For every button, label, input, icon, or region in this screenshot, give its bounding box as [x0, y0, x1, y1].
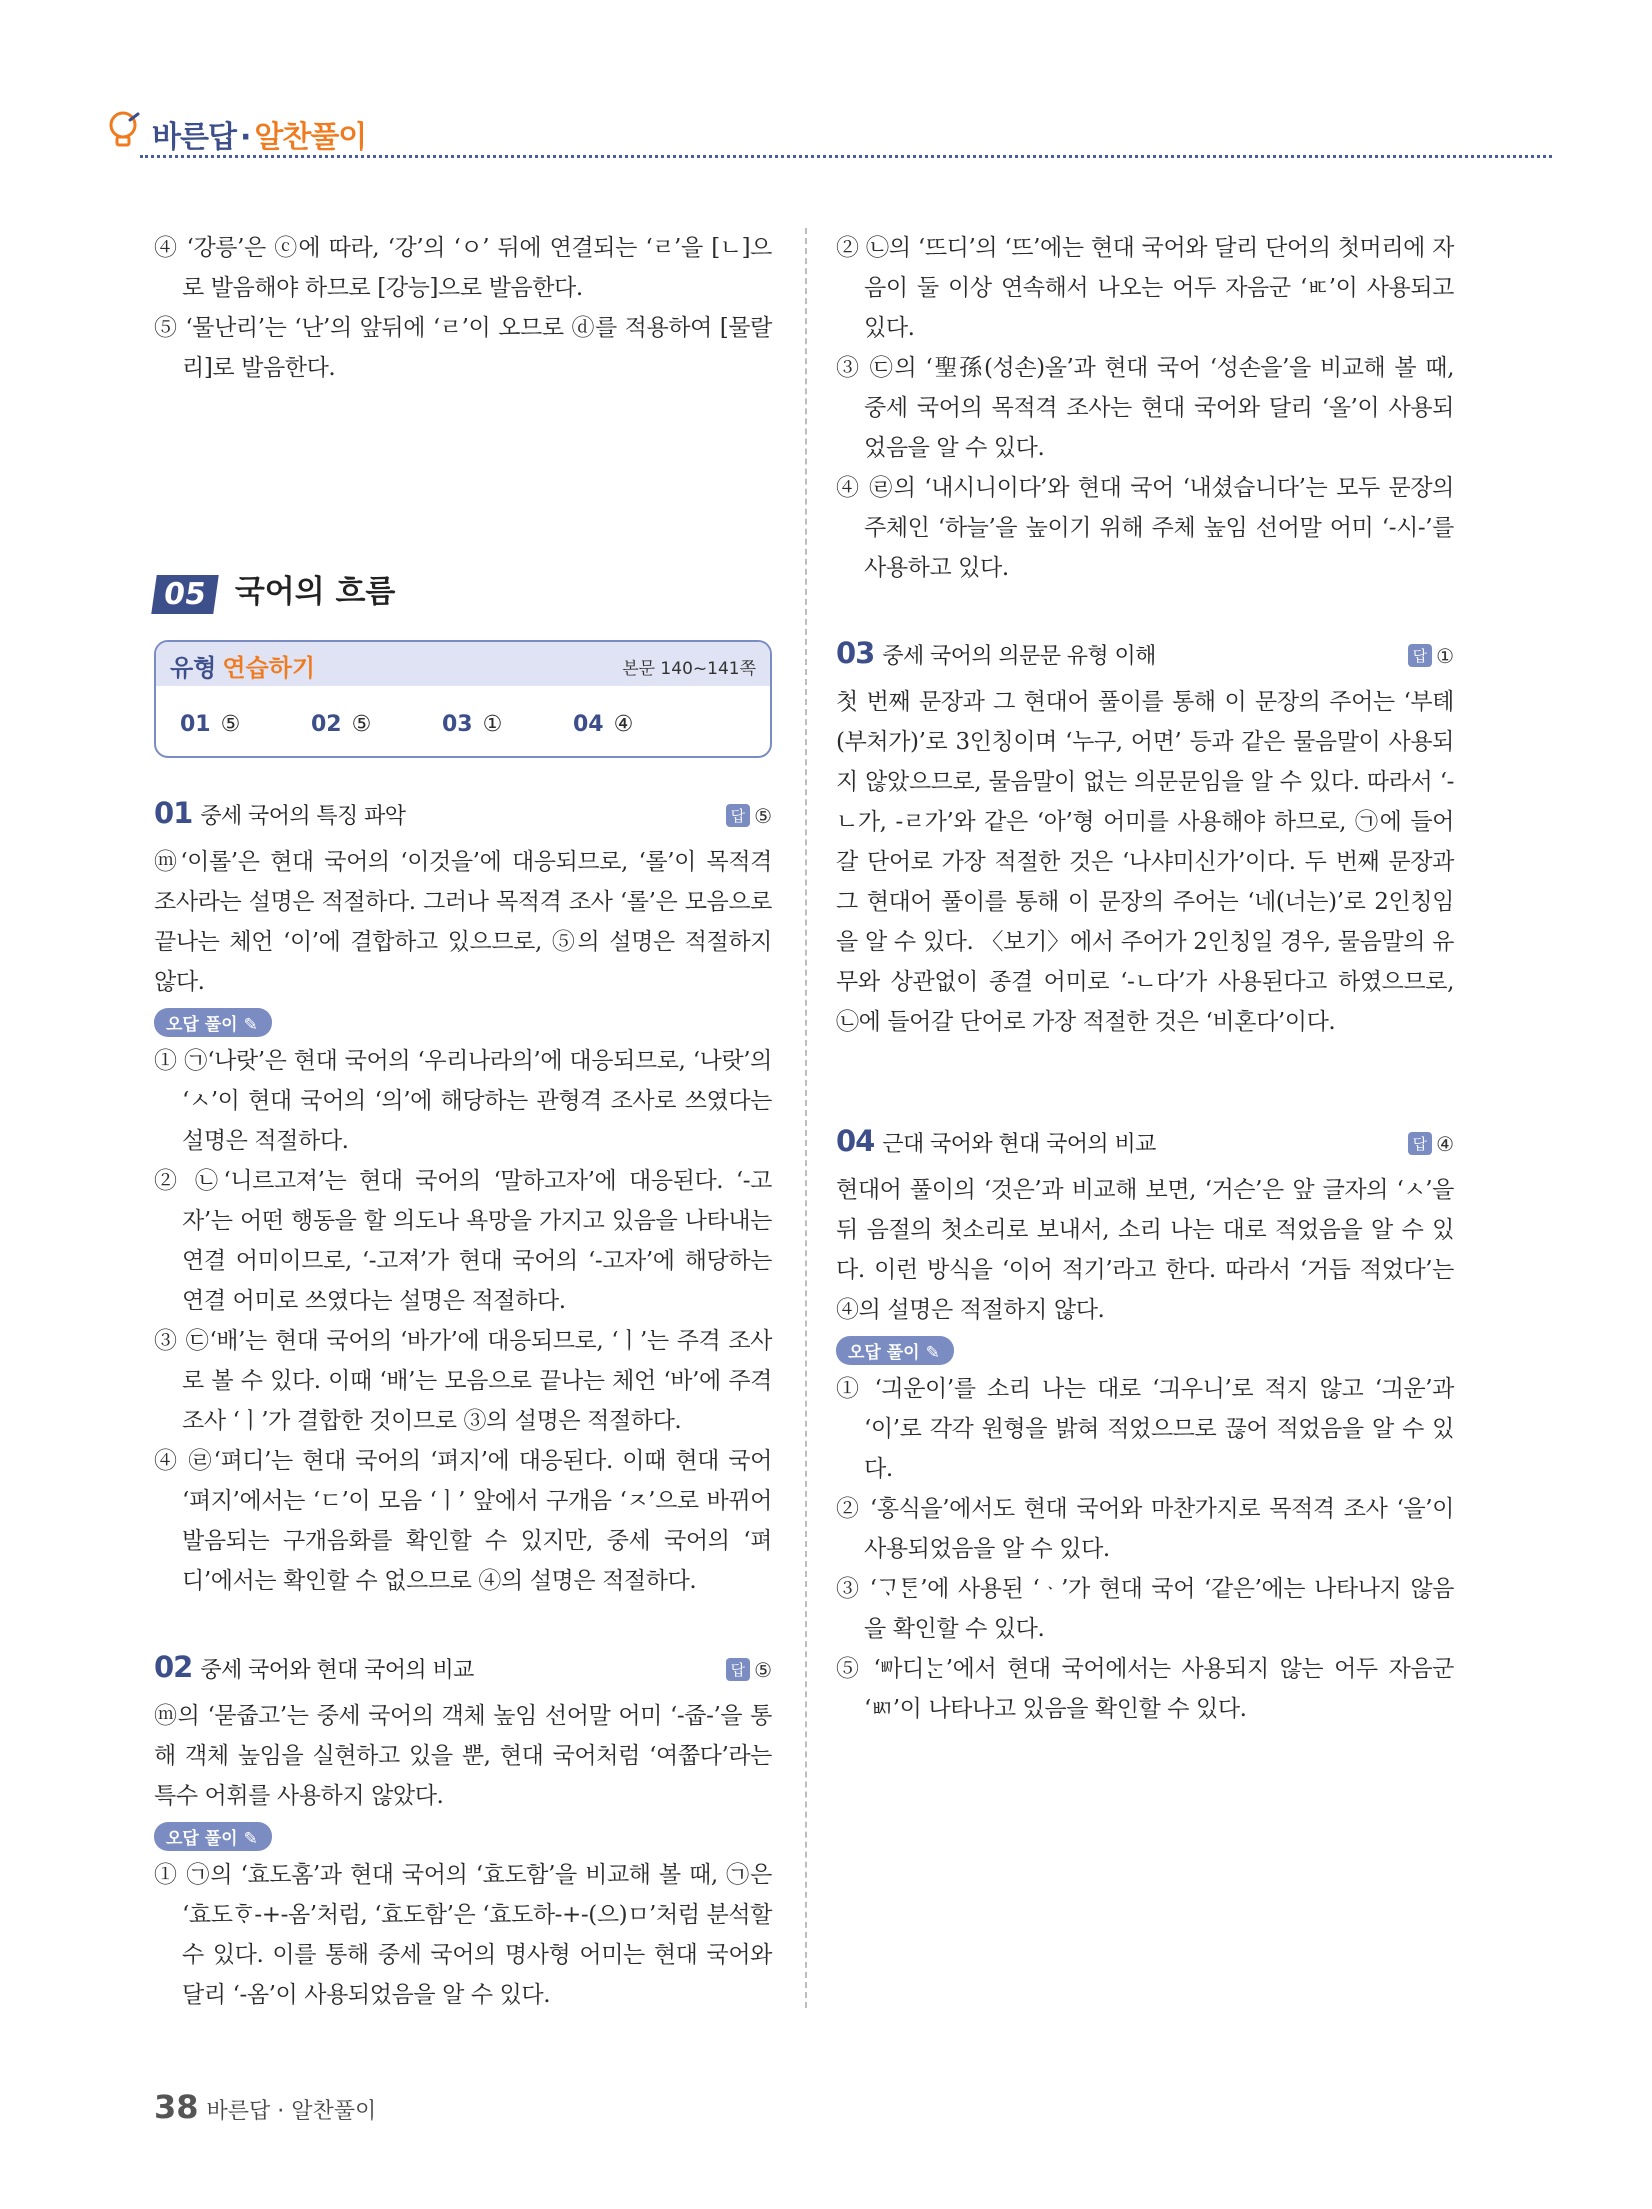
list-item: ⑤ ‘ᄢᅡ디ᄂᆞᆫ’에서 현대 국어에서는 사용되지 않는 어두 자음군 ‘ㅴ’이 나타나고 있음을 확인할 수 있다.: [836, 1656, 1454, 1722]
question-title: 중세 국어의 특징 파악: [200, 804, 406, 829]
answer-pair: 03 ①: [442, 712, 503, 737]
list-item: ① ㉠‘나랏’은 현대 국어의 ‘우리나라의’에 대응되므로, ‘나랏’의 ‘ㅅ’이 현대 국어의 ‘의’에 해당하는 관형격 조사로 쓰였다는 설명은 적절하다.: [154, 1048, 772, 1154]
question-header: [154, 1650, 772, 1694]
brand-title: 바른답 · 알찬풀이: [152, 120, 367, 155]
pencil-icon: ✎: [243, 1829, 258, 1849]
practice-label: 유형 연습하기: [170, 654, 316, 682]
page-footer: [154, 2088, 376, 2126]
question-title: 중세 국어의 의문문 유형 이해: [882, 644, 1156, 669]
question-number: 03: [836, 636, 875, 670]
explanation: ⓜ‘이롤’은 현대 국어의 ‘이것을’에 대응되므로, ‘롤’이 목적격 조사라는 설명은 적절하다. 그러나 목적격 조사 ‘롤’은 모음으로 끝나는 체언 ‘이’에 결합하고 있으므로, ⑤의 설명은 적절하지 않다.: [154, 849, 772, 995]
question-title: 근대 국어와 현대 국어의 비교: [882, 1132, 1156, 1157]
answer-list: [180, 712, 697, 737]
list-item: ③ ㉢의 ‘聖孫(성손)올’과 현대 국어 ‘성손을’을 비교해 볼 때, 중세 국어의 목적격 조사는 현대 국어와 달리 ‘올’이 사용되었음을 알 수 있다.: [836, 355, 1454, 461]
answer-badge: 답 ①: [1408, 644, 1454, 668]
left-column: [154, 228, 772, 388]
list-item: ① ‘긔운이’를 소리 나는 대로 ‘긔우니’로 적지 않고 ‘긔운’과 ‘이’로 각각 원형을 밝혀 적었으므로 끊어 적었음을 알 수 있다.: [836, 1376, 1454, 1482]
pencil-icon: ✎: [243, 1015, 258, 1035]
list-item: ② ㉡의 ‘뜨디’의 ‘뜨’에는 현대 국어와 달리 단어의 첫머리에 자음이 둘 이상 연속해서 나오는 어두 자음군 ‘ㅳ’이 사용되고 있다.: [836, 235, 1454, 341]
answer-pair: 02 ⑤: [311, 712, 372, 737]
question-number: 02: [154, 1650, 193, 1684]
wrong-answer-label: 오답 풀이 ✎: [836, 1336, 954, 1365]
question-04: [836, 1124, 1454, 1729]
lightbulb-icon: [108, 110, 142, 150]
page-reference: 본문 140~141쪽: [622, 659, 756, 679]
page-header: [108, 108, 1548, 158]
list-item: ⑤ ‘물난리’는 ‘난’의 앞뒤에 ‘ㄹ’이 오므로 ⓓ를 적용하여 [물랄리]로 발음한다.: [154, 315, 772, 381]
explanation: ⓜ의 ‘묻줍고’는 중세 국어의 객체 높임 선어말 어미 ‘-줍-’을 통해 객체 높임을 실현하고 있을 뿐, 현대 국어처럼 ‘여쭙다’라는 특수 어휘를 사용하지 않았다.: [154, 1703, 772, 1809]
question-header: [154, 796, 772, 840]
question-header: [836, 1124, 1454, 1168]
answer-badge: 답 ④: [1408, 1132, 1454, 1156]
question-01: [154, 796, 772, 1601]
list-item: ④ ㉣의 ‘내시니이다’와 현대 국어 ‘내셨습니다’는 모두 문장의 주체인 ‘하늘’을 높이기 위해 주체 높임 선어말 어미 ‘-시-’를 사용하고 있다.: [836, 475, 1454, 581]
column-divider: [805, 228, 807, 2008]
answer-badge: 답 ⑤: [726, 804, 772, 828]
answer-badge: 답 ⑤: [726, 1658, 772, 1682]
list-item: ③ ‘ᄀᆞᄐᆞᆫ’에 사용된 ‘ᆞ’가 현대 국어 ‘같은’에는 나타나지 않음을 확인할 수 있다.: [836, 1576, 1454, 1642]
wrong-answer-label: 오답 풀이 ✎: [154, 1822, 272, 1851]
explanation: 첫 번째 문장과 그 현대어 풀이를 통해 이 문장의 주어는 ‘부톄(부처가)’로 3인칭이며 ‘누구, 어면’ 등과 같은 물음말이 사용되지 않았으므로, 물음말이 없는 의문문임을 알 수 있다. 따라서 ‘-ㄴ가, -ㄹ가’와 같은 ‘아’형 어미를 사용해야 하므로, ㉠에 들어갈 단어로 가장 적절한 것은 ‘나샤미신가’이다. 두 번째 문장과 그 현대어 풀이를 통해 이 문장의 주어는 ‘네(너는)’로 2인칭임을 알 수 있다. 〈보기〉에서 주어가 2인칭일 경우, 물음말의 유무와 상관없이 종결 어미로 ‘-ㄴ다’가 사용된다고 하였으므로, ㉡에 들어갈 단어로 가장 적절한 것은 ‘비혼다’이다.: [836, 689, 1454, 1035]
section-title: 국어의 흐름: [234, 574, 396, 610]
page-number: 38: [154, 2088, 199, 2126]
question-02: [154, 1650, 772, 2015]
practice-answer-box: [154, 640, 772, 758]
explanation: 현대어 풀이의 ‘것은’과 비교해 보면, ‘거슨’은 앞 글자의 ‘ㅅ’을 뒤 음절의 첫소리로 보내서, 소리 나는 대로 적었음을 알 수 있다. 이런 방식을 ‘이어 적기’라고 한다. 따라서 ‘거듭 적었다’는 ④의 설명은 적절하지 않다.: [836, 1177, 1454, 1323]
question-03: [836, 636, 1454, 1042]
section-number: 05: [151, 575, 218, 614]
header-divider: [140, 155, 1552, 158]
question-header: [836, 636, 1454, 680]
list-item: ① ㉠의 ‘효도홈’과 현대 국어의 ‘효도함’을 비교해 볼 때, ㉠은 ‘효도ᄒᆞ-+-옴’처럼, ‘효도함’은 ‘효도하-+-(으)ㅁ’처럼 분석할 수 있다. 이를 통해 중세 국어의 명사형 어미는 현대 국어와 달리 ‘-옴’이 사용되었음을 알 수 있다.: [154, 1862, 772, 2008]
wrong-answer-label: 오답 풀이 ✎: [154, 1008, 272, 1037]
answer-pair: 01 ⑤: [180, 712, 241, 737]
section-heading: [154, 566, 395, 614]
list-item: ② ‘홍식을’에서도 현대 국어와 마찬가지로 목적격 조사 ‘을’이 사용되었음을 알 수 있다.: [836, 1496, 1454, 1562]
right-column: [836, 228, 1454, 588]
question-number: 01: [154, 796, 193, 830]
list-item: ③ ㉢‘배’는 현대 국어의 ‘바가’에 대응되므로, ‘ㅣ’는 주격 조사로 볼 수 있다. 이때 ‘배’는 모음으로 끝나는 체언 ‘바’에 주격 조사 ‘ㅣ’가 결합한 것이므로 ③의 설명은 적절하다.: [154, 1328, 772, 1434]
list-item: ④ ㉣‘펴디’는 현대 국어의 ‘펴지’에 대응된다. 이때 현대 국어 ‘펴지’에서는 ‘ㄷ’이 모음 ‘ㅣ’ 앞에서 구개음 ‘ㅈ’으로 바뀌어 발음되는 구개음화를 확인할 수 있지만, 중세 국어의 ‘펴디’에서는 확인할 수 없으므로 ④의 설명은 적절하다.: [154, 1448, 772, 1594]
footer-title: 바른답 · 알찬풀이: [206, 2099, 377, 2124]
question-number: 04: [836, 1124, 875, 1158]
list-item: ② ㉡‘니르고져’는 현대 국어의 ‘말하고자’에 대응된다. ‘-고자’는 어떤 행동을 할 의도나 욕망을 가지고 있음을 나타내는 연결 어미이므로, ‘-고져’가 현대 국어의 ‘-고자’에 해당하는 연결 어미로 쓰였다는 설명은 적절하다.: [154, 1168, 772, 1314]
list-item: ④ ‘강릉’은 ⓒ에 따라, ‘강’의 ‘ㅇ’ 뒤에 연결되는 ‘ㄹ’을 [ㄴ]으로 발음해야 하므로 [강능]으로 발음한다.: [154, 235, 772, 301]
answer-pair: 04 ④: [573, 712, 634, 737]
pencil-icon: ✎: [925, 1343, 940, 1363]
question-title: 중세 국어와 현대 국어의 비교: [200, 1658, 474, 1683]
